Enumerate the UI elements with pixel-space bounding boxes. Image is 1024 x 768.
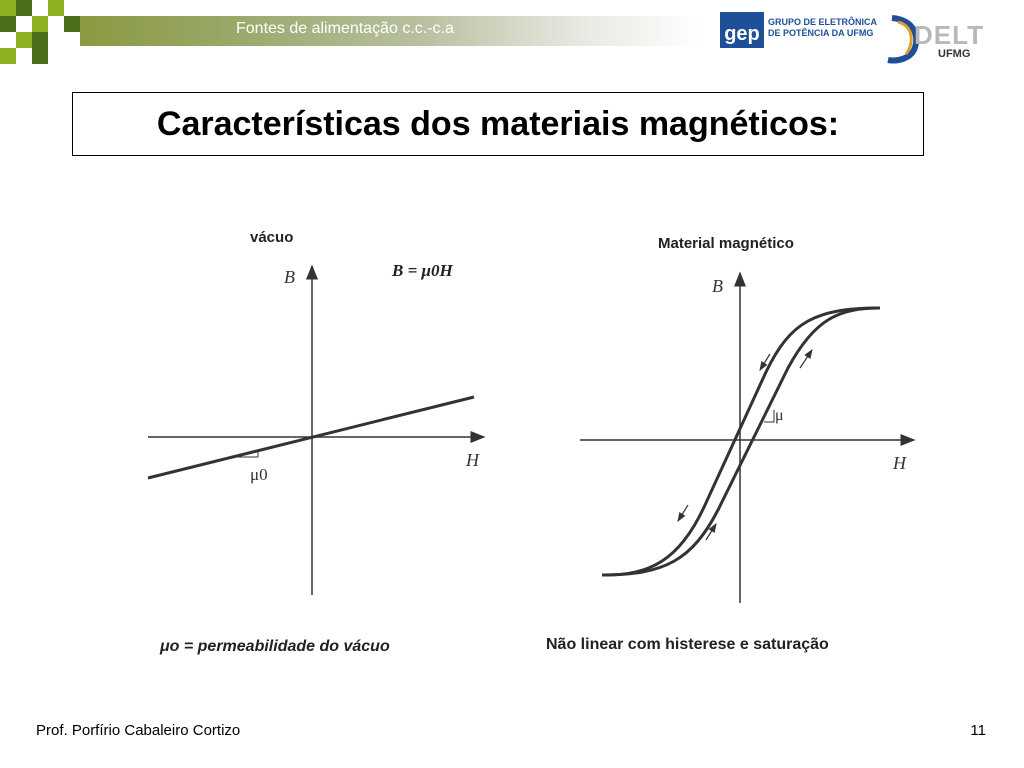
delt-logo-mark: DELT <box>914 20 984 50</box>
hysteresis-descending-branch <box>602 308 880 575</box>
material-diagram <box>546 235 914 653</box>
gep-logo-line1: GRUPO DE ELETRÔNICA <box>768 17 878 27</box>
vacuum-slope-label: μ0 <box>250 465 268 484</box>
hysteresis-ascending-branch <box>602 308 880 575</box>
vacuum-equation: B = μ0H <box>392 261 453 280</box>
material-caption: Não linear com histerese e saturação <box>546 636 829 653</box>
slide-title: Características dos materiais magnéticos: <box>156 105 840 143</box>
arrow-up-upper <box>800 350 812 368</box>
vacuum-x-label: H <box>466 450 479 470</box>
material-y-label: B <box>712 276 723 296</box>
vacuum-title: vácuo <box>250 229 294 246</box>
material-x-label: H <box>893 453 906 473</box>
vacuum-y-label: B <box>284 267 295 287</box>
arrow-down-lower <box>678 505 688 521</box>
page-number: 11 <box>970 722 986 739</box>
material-slope-label: μ <box>775 407 784 424</box>
vacuum-diagram <box>148 229 484 655</box>
header-title: Fontes de alimentação c.c.-c.a <box>236 20 454 37</box>
vacuum-caption: μo = permeabilidade do vácuo <box>160 638 390 655</box>
ufmg-logo-text: UFMG <box>938 48 971 60</box>
footer-author: Prof. Porfírio Cabaleiro Cortizo <box>36 722 241 739</box>
material-title: Material magnético <box>658 235 794 252</box>
gep-logo-mark: gep <box>720 12 764 48</box>
gep-logo-line2: DE POTÊNCIA DA UFMG <box>768 28 874 38</box>
